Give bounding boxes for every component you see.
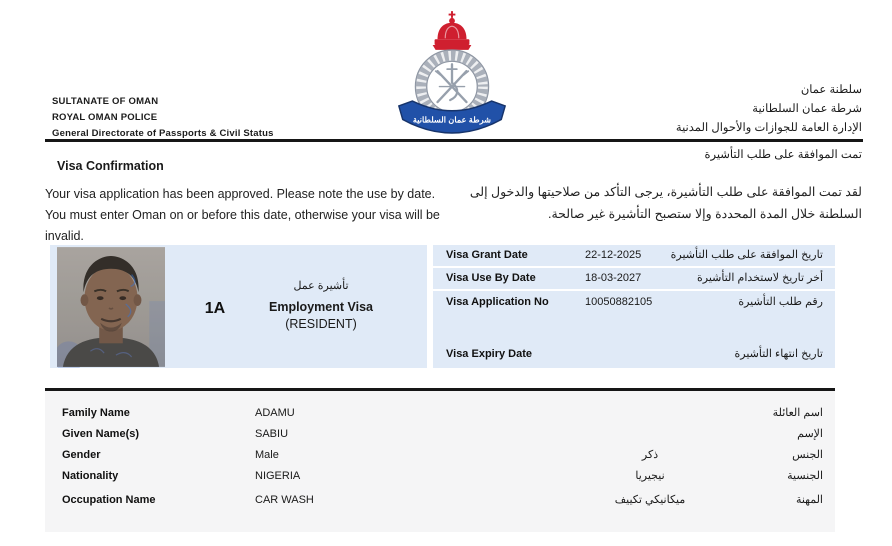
- given-names-label: Given Name(s): [62, 428, 140, 440]
- visa-detail-row: [433, 245, 835, 268]
- table-row: [45, 405, 835, 421]
- header-directorate-en: General Directorate of Passports & Civil Status: [52, 128, 274, 139]
- visa-use-by-date-label-ar: أخر تاريخ لاستخدام التأشيرة: [697, 272, 823, 284]
- applicant-photo: [57, 246, 165, 368]
- occupation-value-ar: ميكانيكي تكييف: [614, 494, 686, 506]
- family-name-value: ADAMU: [255, 407, 295, 419]
- confirmation-body-ar: لقد تمت الموافقة على طلب التأشيرة، يرجى التأكد من صلاحيتها والدخول إلى السلطنة خلال المدة المحددة وإلا ستصبح التأشيرة غير صالحة.: [469, 185, 862, 221]
- table-row: [45, 492, 835, 508]
- visa-grant-date-label-ar: تاريخ الموافقة على طلب التأشيرة: [670, 249, 823, 261]
- visa-card-details-panel: [433, 245, 835, 368]
- nationality-label: Nationality: [62, 470, 119, 482]
- header-country-ar: سلطنة عمان: [800, 84, 862, 96]
- visa-use-by-date-value: 18-03-2027: [585, 272, 642, 284]
- visa-expiry-date-label-ar: تاريخ انتهاء التأشيرة: [734, 348, 823, 360]
- gender-value-ar: ذكر: [641, 449, 659, 461]
- crown-icon: [433, 11, 472, 50]
- gender-value: Male: [255, 449, 279, 461]
- family-name-label: Family Name: [62, 407, 130, 419]
- confirmation-body-en: Your visa application has been approved. Please note the use by date. You must enter Oman on or before this date, otherwise your visa will be invalid.: [45, 187, 440, 243]
- visa-detail-row: [433, 268, 835, 291]
- gender-label-ar: الجنس: [792, 449, 823, 461]
- visa-expiry-date-label: Visa Expiry Date: [446, 348, 533, 360]
- given-names-value: SABIU: [255, 428, 289, 440]
- table-row: [45, 468, 835, 484]
- rop-emblem-icon: [394, 8, 510, 140]
- header-directorate-ar: الإدارة العامة للجوازات والأحوال المدنية: [675, 122, 862, 134]
- visa-grant-date-label: Visa Grant Date: [446, 249, 528, 261]
- given-names-label-ar: الإسم: [797, 428, 823, 440]
- occupation-label: Occupation Name: [62, 494, 156, 506]
- nationality-label-ar: الجنسية: [787, 470, 823, 482]
- visa-type-block: [248, 279, 394, 333]
- confirmation-title: Visa Confirmation: [57, 159, 164, 173]
- header-agency-ar: شرطة عمان السلطانية: [752, 103, 862, 115]
- visa-detail-row: [433, 342, 835, 368]
- visa-category: (RESIDENT): [285, 317, 357, 331]
- visa-detail-row: [433, 291, 835, 314]
- occupation-label-ar: المهنة: [795, 494, 823, 506]
- visa-type-en: Employment Visa: [269, 300, 373, 314]
- visa-grant-date-value: 22-12-2025: [585, 249, 642, 261]
- visa-code: 1A: [204, 300, 226, 317]
- nationality-value: NIGERIA: [255, 470, 301, 482]
- banner-text: شرطة عمان السلطانية: [412, 115, 492, 125]
- family-name-label-ar: اسم العائلة: [772, 407, 823, 419]
- confirmation-title-ar: تمت الموافقة على طلب التأشيرة: [704, 149, 862, 161]
- visa-application-no-value: 10050882105: [585, 296, 653, 308]
- applicant-table: [45, 388, 835, 532]
- header-agency-en: ROYAL OMAN POLICE: [52, 112, 158, 123]
- visa-use-by-date-label: Visa Use By Date: [446, 272, 536, 284]
- visa-type-ar: تأشيرة عمل: [293, 280, 349, 292]
- header-divider: [45, 139, 863, 142]
- occupation-value: CAR WASH: [255, 494, 314, 506]
- nationality-value-ar: نيجيريا: [635, 470, 665, 482]
- gender-label: Gender: [62, 449, 101, 461]
- visa-application-no-label-ar: رقم طلب التأشيرة: [738, 296, 823, 308]
- header-country-en: SULTANATE OF OMAN: [52, 96, 159, 107]
- visa-application-no-label: Visa Application No: [446, 296, 549, 308]
- table-row: [45, 426, 835, 442]
- table-row: [45, 447, 835, 463]
